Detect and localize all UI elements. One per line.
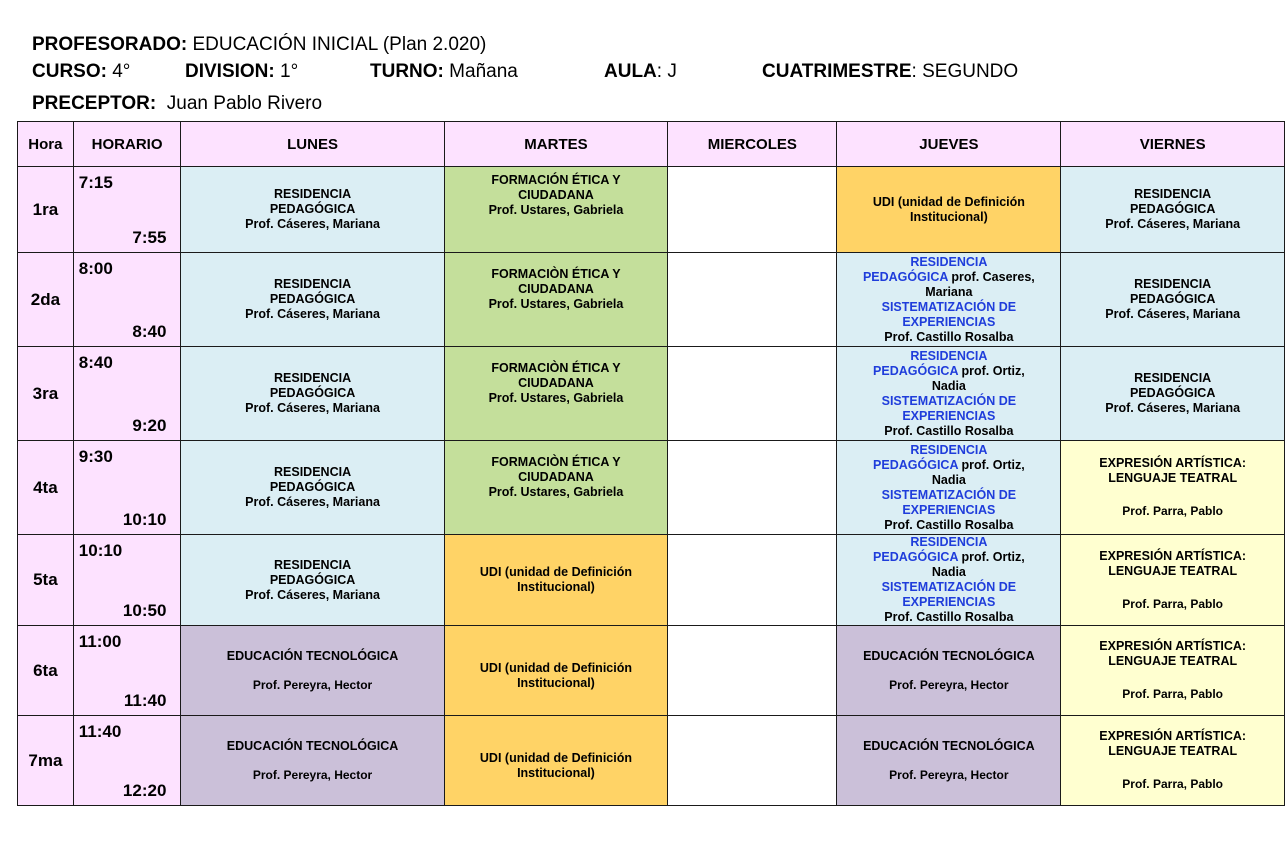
subject-line: EDUCACIÓN TECNOLÓGICA	[226, 648, 399, 663]
horario-end: 12:20	[122, 781, 167, 800]
teacher-name: Prof. Cáseres, Mariana	[245, 401, 380, 415]
teacher-name: Nadia	[931, 378, 966, 393]
class-cell-empty	[668, 626, 837, 716]
teacher-name: Prof. Parra, Pablo	[1122, 504, 1223, 518]
class-cell-empty	[668, 167, 837, 253]
teacher-name: Prof. Pereyra, Hector	[889, 767, 1009, 782]
class-cell-formacion	[444, 167, 668, 253]
header-line-preceptor	[32, 93, 322, 115]
class-cell-formacion	[444, 253, 668, 347]
subject-line: RESIDENCIA	[274, 277, 352, 291]
class-cell-udi	[444, 626, 668, 716]
class-cell-expresion	[1061, 441, 1285, 535]
teacher-name: Prof. Cáseres, Mariana	[245, 587, 380, 602]
subject-line: RESIDENCIA	[1134, 187, 1212, 201]
column-header: MIERCOLES	[668, 122, 837, 167]
subject-line: EDUCACIÓN TECNOLÓGICA	[863, 648, 1035, 663]
aula-label: AULA	[604, 61, 657, 82]
subject-line: PEDAGÓGICA	[1129, 202, 1216, 216]
horario-start: 8:00	[78, 259, 113, 278]
subject-line: CIUDADANA	[518, 376, 594, 390]
subject-line: UDI (unidad de Definición	[479, 660, 632, 675]
horario-start: 8:40	[78, 353, 113, 372]
aula-value: : J	[656, 61, 677, 82]
teacher-name: Prof. Cáseres, Mariana	[1105, 401, 1241, 415]
subject-line: UDI (unidad de Definición	[479, 565, 632, 579]
teacher-name: Prof. Cáseres, Mariana	[1105, 217, 1241, 231]
subject-line: Institucional)	[517, 580, 595, 594]
subject-line: RESIDENCIA	[1134, 277, 1212, 291]
teacher-name: Nadia	[931, 565, 966, 579]
class-cell-residencia	[1061, 167, 1285, 253]
profesorado-value: EDUCACIÓN INICIAL (Plan 2.020)	[187, 34, 487, 55]
hora-cell: 3ra	[18, 347, 74, 441]
class-cell-expresion	[1061, 626, 1285, 716]
teacher-name: Prof. Castillo Rosalba	[884, 517, 1014, 532]
class-cell-expresion	[1061, 535, 1285, 626]
horario-end: 10:10	[122, 510, 167, 529]
subject-line: PEDAGÓGICA	[1129, 386, 1216, 400]
teacher-name: Prof. Cáseres, Mariana	[245, 307, 380, 321]
horario-end: 8:40	[132, 322, 167, 341]
preceptor-value: Juan Pablo Rivero	[156, 93, 323, 114]
hora-cell: 4ta	[18, 441, 74, 535]
teacher-name: Prof. Ustares, Gabriela	[488, 391, 624, 405]
subject-line: PEDAGÓGICA	[269, 480, 356, 494]
table-row	[18, 626, 1285, 716]
teacher-name: Prof. Parra, Pablo	[1122, 596, 1223, 611]
horario-cell	[73, 626, 181, 716]
teacher-name: Prof. Pereyra, Hector	[252, 677, 373, 692]
table-row	[18, 347, 1285, 441]
column-header: JUEVES	[837, 122, 1061, 167]
class-cell-formacion	[444, 441, 668, 535]
subject-line: EXPERIENCIAS	[902, 408, 996, 423]
hora-cell: 1ra	[18, 167, 74, 253]
subject-line: EXPRESIÓN ARTÍSTICA:	[1099, 639, 1247, 653]
teacher-name: Prof. Cáseres, Mariana	[245, 495, 380, 509]
class-cell-jueves-mixed	[837, 441, 1061, 535]
teacher-name: Prof. Parra, Pablo	[1122, 777, 1223, 791]
subject-line: LENGUAJE TEATRAL	[1108, 744, 1238, 758]
subject-line: Institucional)	[517, 675, 595, 690]
subject-line: PEDAGÓGICA	[269, 202, 356, 216]
subject-line: RESIDENCIA	[910, 348, 988, 363]
hora-cell: 5ta	[18, 535, 74, 626]
profesorado-label: PROFESORADO:	[32, 34, 188, 55]
subject-line: EXPRESIÓN ARTÍSTICA:	[1099, 548, 1247, 563]
teacher-name: Prof. Pereyra, Hector	[889, 677, 1009, 692]
teacher-name: prof. Ortiz,	[958, 550, 1025, 564]
horario-end: 7:55	[132, 228, 167, 247]
subject-line: LENGUAJE TEATRAL	[1108, 563, 1238, 578]
subject-line: EDUCACIÓN TECNOLÓGICA	[226, 738, 399, 753]
horario-start: 10:10	[78, 541, 123, 560]
teacher-name: prof. Caseres,	[947, 269, 1035, 284]
horario-cell	[73, 167, 181, 253]
column-header: HORARIO	[73, 122, 181, 167]
subject-line: RESIDENCIA	[1134, 371, 1212, 385]
turno-value: Mañana	[443, 61, 518, 82]
subject-line: UDI (unidad de Definición	[872, 194, 1025, 209]
teacher-name: prof. Ortiz,	[958, 457, 1025, 472]
class-cell-tecnologica	[837, 626, 1061, 716]
subject-line: LENGUAJE TEATRAL	[1108, 471, 1238, 485]
header-line-curso	[32, 61, 1232, 85]
subject-line: SISTEMATIZACIÓN DE	[881, 580, 1017, 594]
class-cell-expresion	[1061, 716, 1285, 806]
teacher-name: Prof. Ustares, Gabriela	[488, 485, 624, 499]
cuatrimestre-label: CUATRIMESTRE	[762, 61, 912, 82]
class-cell-jueves-mixed	[837, 347, 1061, 441]
class-cell-empty	[668, 347, 837, 441]
teacher-name: Prof. Castillo Rosalba	[884, 423, 1014, 438]
division-field	[185, 61, 298, 83]
teacher-name: Prof. Castillo Rosalba	[884, 329, 1014, 344]
curso-label: CURSO:	[32, 61, 107, 82]
subject-line: RESIDENCIA	[910, 535, 988, 549]
subject-line: EXPRESIÓN ARTÍSTICA:	[1099, 729, 1247, 743]
class-cell-empty	[668, 535, 837, 626]
subject-line: SISTEMATIZACIÓN DE	[881, 487, 1017, 502]
teacher-name: prof. Ortiz,	[958, 363, 1025, 378]
subject-line: EXPERIENCIAS	[902, 595, 996, 609]
horario-cell	[73, 441, 181, 535]
column-header: MARTES	[444, 122, 668, 167]
curso-field	[32, 61, 130, 83]
class-cell-residencia	[181, 441, 444, 535]
subject-line: RESIDENCIA	[274, 187, 352, 201]
horario-start: 11:00	[78, 632, 122, 651]
subject-line: RESIDENCIA	[274, 557, 352, 572]
hora-cell: 2da	[18, 253, 74, 347]
subject-line: SISTEMATIZACIÓN DE	[881, 299, 1017, 314]
teacher-name: Mariana	[925, 284, 973, 299]
horario-start: 11:40	[78, 722, 122, 741]
class-cell-jueves-mixed	[837, 535, 1061, 626]
subject-line: EXPRESIÓN ARTÍSTICA:	[1099, 456, 1247, 470]
schedule-table	[17, 121, 1285, 806]
teacher-name: Prof. Cáseres, Mariana	[1105, 307, 1241, 321]
header-line-profesorado	[32, 34, 486, 56]
hora-cell: 6ta	[18, 626, 74, 716]
hora-cell: 7ma	[18, 716, 74, 806]
table-header-row	[18, 122, 1285, 167]
teacher-name: Prof. Ustares, Gabriela	[488, 297, 624, 311]
table-row	[18, 167, 1285, 253]
column-header: VIERNES	[1061, 122, 1285, 167]
turno-field	[370, 61, 518, 83]
subject-line: PEDAGÓGICA	[269, 386, 356, 400]
class-cell-residencia	[181, 347, 444, 441]
subject-line: PEDAGÓGICA	[873, 457, 959, 472]
subject-line: FORMACIÓN ÉTICA Y	[491, 173, 621, 187]
subject-line: FORMACIÒN ÉTICA Y	[491, 361, 621, 375]
horario-end: 9:20	[132, 416, 167, 435]
horario-cell	[73, 253, 181, 347]
subject-line: PEDAGÓGICA	[269, 572, 356, 587]
subject-line: EXPERIENCIAS	[902, 314, 996, 329]
class-cell-tecnologica	[181, 716, 444, 806]
preceptor-label: PRECEPTOR:	[32, 93, 157, 114]
class-cell-residencia	[1061, 347, 1285, 441]
class-cell-residencia	[1061, 253, 1285, 347]
table-row	[18, 253, 1285, 347]
subject-line: RESIDENCIA	[274, 371, 352, 385]
class-cell-residencia	[181, 253, 444, 347]
division-label: DIVISION:	[185, 61, 275, 82]
table-row	[18, 535, 1285, 626]
column-header: LUNES	[181, 122, 444, 167]
horario-start: 9:30	[78, 447, 113, 466]
horario-cell	[73, 716, 181, 806]
column-header: Hora	[18, 122, 74, 167]
horario-end: 10:50	[122, 601, 167, 620]
class-cell-empty	[668, 441, 837, 535]
teacher-name: Prof. Parra, Pablo	[1122, 687, 1223, 701]
class-cell-residencia	[181, 535, 444, 626]
class-cell-tecnologica	[837, 716, 1061, 806]
subject-line: EXPERIENCIAS	[902, 502, 996, 517]
subject-line: FORMACIÒN ÉTICA Y	[491, 267, 621, 281]
cuatrimestre-field	[762, 61, 1018, 83]
teacher-name: Prof. Cáseres, Mariana	[245, 217, 380, 231]
turno-label: TURNO:	[370, 61, 444, 82]
subject-line: RESIDENCIA	[910, 442, 988, 457]
subject-line: Institucional)	[909, 209, 988, 224]
curso-value: 4°	[106, 61, 131, 82]
teacher-name: Prof. Ustares, Gabriela	[488, 203, 624, 217]
class-cell-udi	[837, 167, 1061, 253]
class-cell-empty	[668, 253, 837, 347]
subject-line: PEDAGÓGICA	[862, 269, 948, 284]
horario-cell	[73, 347, 181, 441]
subject-line: PEDAGÓGICA	[873, 550, 959, 564]
horario-cell	[73, 535, 181, 626]
subject-line: CIUDADANA	[518, 470, 594, 484]
subject-line: PEDAGÓGICA	[873, 363, 959, 378]
subject-line: EDUCACIÓN TECNOLÓGICA	[863, 738, 1035, 753]
subject-line: RESIDENCIA	[274, 465, 352, 479]
teacher-name: Prof. Castillo Rosalba	[884, 610, 1014, 624]
class-cell-udi	[444, 535, 668, 626]
class-cell-tecnologica	[181, 626, 444, 716]
subject-line: PEDAGÓGICA	[1129, 292, 1216, 306]
subject-line: SISTEMATIZACIÓN DE	[881, 393, 1017, 408]
class-cell-residencia	[181, 167, 444, 253]
subject-line: PEDAGÓGICA	[269, 292, 356, 306]
subject-line: UDI (unidad de Definición	[479, 750, 632, 765]
subject-line: FORMACIÒN ÉTICA Y	[491, 455, 621, 469]
table-row	[18, 716, 1285, 806]
division-value: 1°	[274, 61, 299, 82]
horario-start: 7:15	[78, 173, 113, 192]
class-cell-jueves-mixed	[837, 253, 1061, 347]
subject-line: CIUDADANA	[518, 282, 594, 296]
subject-line: Institucional)	[517, 765, 595, 780]
subject-line: CIUDADANA	[518, 188, 594, 202]
table-row	[18, 441, 1285, 535]
subject-line: LENGUAJE TEATRAL	[1108, 654, 1238, 668]
teacher-name: Nadia	[931, 472, 966, 487]
aula-field	[604, 61, 677, 83]
class-cell-formacion	[444, 347, 668, 441]
teacher-name: Prof. Pereyra, Hector	[252, 767, 373, 782]
cuatrimestre-value: : SEGUNDO	[911, 61, 1019, 82]
subject-line: RESIDENCIA	[910, 254, 988, 269]
class-cell-empty	[668, 716, 837, 806]
horario-end: 11:40	[123, 691, 167, 710]
class-cell-udi	[444, 716, 668, 806]
